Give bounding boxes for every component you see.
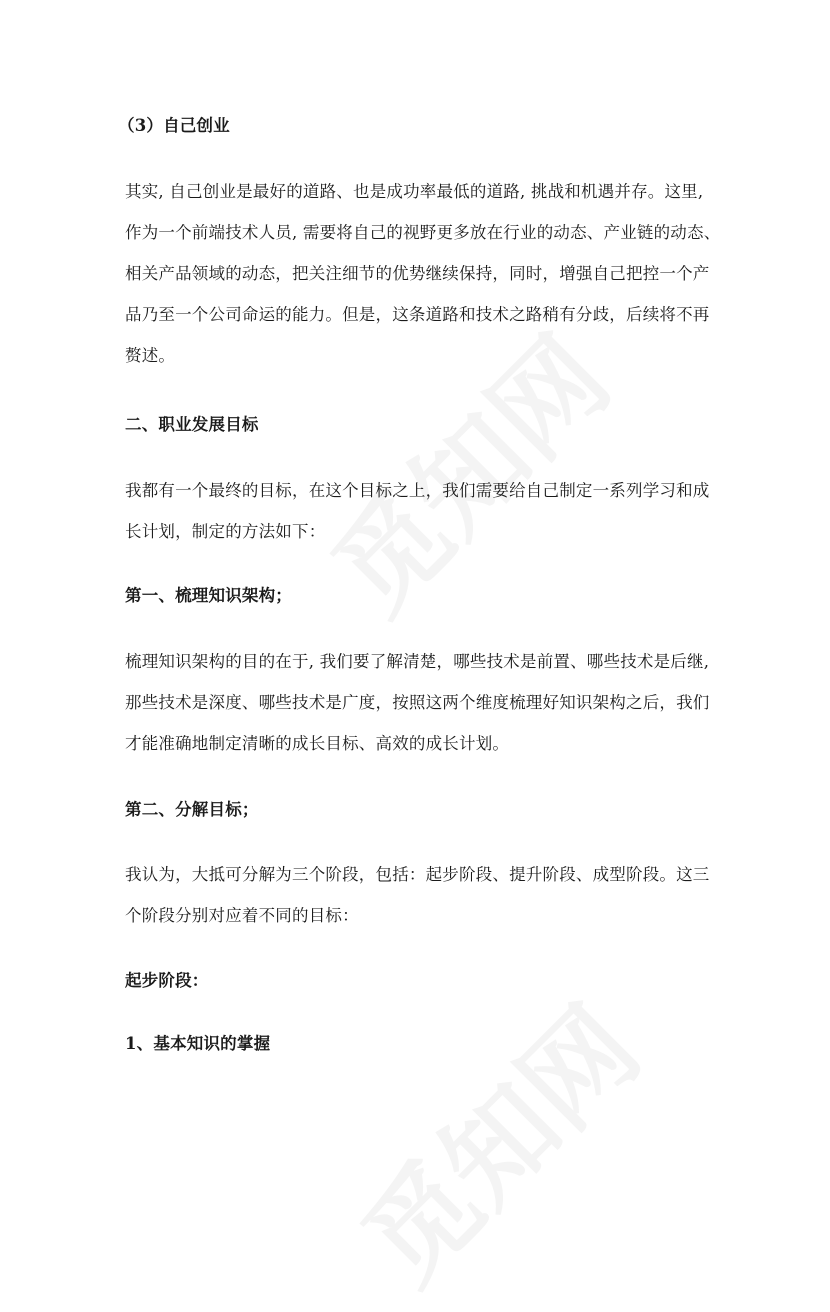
paragraph-line: 梳理知识架构的目的在于, 我们要了解清楚，哪些技术是前置、哪些技术是后继, <box>125 652 710 671</box>
paragraph-line: 品乃至一个公司命运的能力。但是，这条道路和技术之路稍有分歧，后续将不再 <box>125 305 710 324</box>
paragraph-line: 赘述。 <box>125 346 176 365</box>
section-heading: （3）自己创业 <box>118 116 230 135</box>
paragraph-line: 个阶段分别对应着不同的目标： <box>125 906 359 925</box>
watermark <box>322 966 667 1311</box>
list-item-heading: 1、基本知识的掌握 <box>125 1034 271 1053</box>
paragraph-line: 作为一个前端技术人员, 需要将自己的视野更多放在行业的动态、产业链的动态、 <box>125 223 721 242</box>
paragraph-line: 我都有一个最终的目标，在这个目标之上，我们需要给自己制定一系列学习和成 <box>125 481 710 500</box>
subsection-heading: 第一、梳理知识架构； <box>125 586 292 605</box>
paragraph-line: 那些技术是深度、哪些技术是广度，按照这两个维度梳理好知识架构之后，我们 <box>125 693 710 712</box>
paragraph-line: 长计划，制定的方法如下： <box>125 522 326 541</box>
paragraph-line: 相关产品领域的动态，把关注细节的优势继续保持，同时，增强自己把控一个产 <box>125 264 710 283</box>
paragraph-line: 才能准确地制定清晰的成长目标、高效的成长计划。 <box>125 734 510 753</box>
paragraph-line: 我认为，大抵可分解为三个阶段，包括：起步阶段、提升阶段、成型阶段。这三 <box>125 865 710 884</box>
subsection-heading: 第二、分解目标； <box>125 800 259 819</box>
section-heading: 二、职业发展目标 <box>125 415 259 434</box>
watermark <box>292 296 637 641</box>
paragraph-line: 其实, 自己创业是最好的道路、也是成功率最低的道路, 挑战和机遇并存。这里, <box>125 182 704 201</box>
subsection-heading: 起步阶段： <box>125 971 209 990</box>
